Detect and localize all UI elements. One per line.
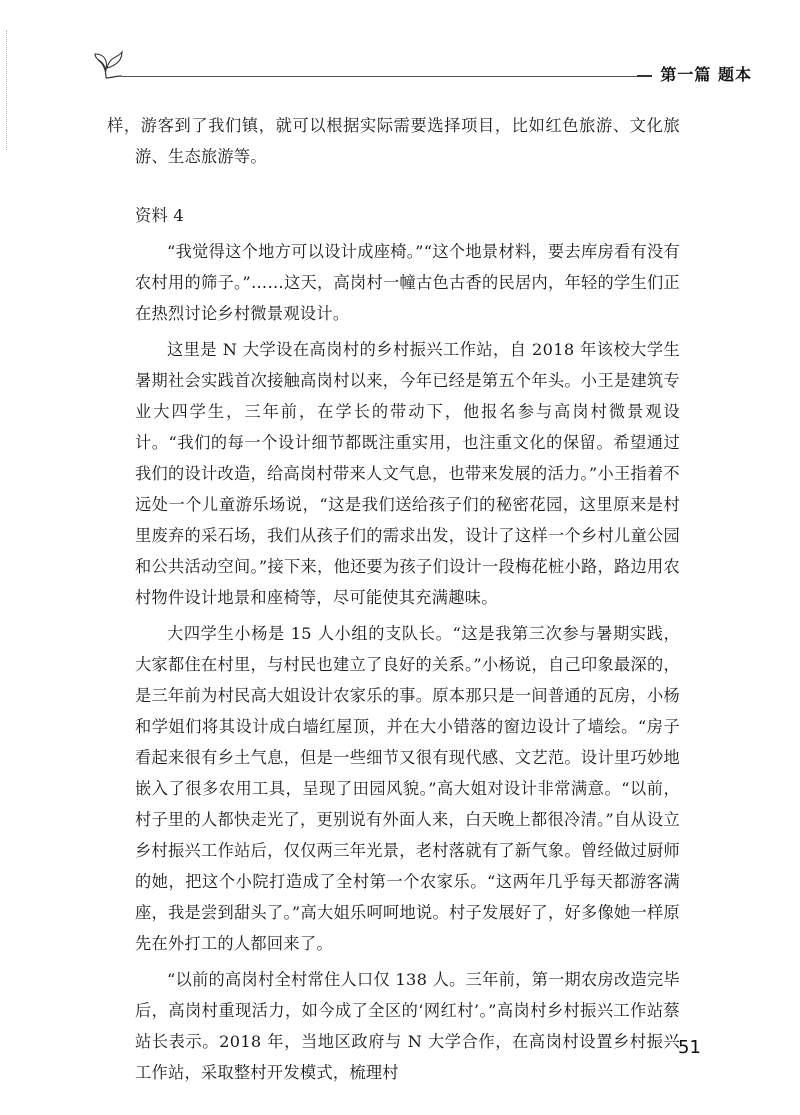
paragraph-2: 这里是 N 大学设在高岗村的乡村振兴工作站，自 2018 年该校大学生暑期社会实践首次接触高岗村以来，今年已经是第五个年头。小王是建筑专业大四学生，三年前，在学长的带动下，他报名参与高岗村微景观设计。“我们的每一个设计细节都既注重实用，也注重文化的保留。希望通过我们的设计改造，给高岗村带来人文气息，也带来发展的活力。”小王指着不远处一个儿童游乐场说，“这是我们送给孩子们的秘密花园，这里原来是村里废弃的采石场，我们从孩子们的需求出发，设计了这样一个乡村儿童公园和公共活动空间。”接下来，他还要为孩子们设计一段梅花桩小路，路边用农村物件设计地景和座椅等，尽可能使其充满趣味。 (135, 340, 680, 607)
paragraph-4: “以前的高岗村全村常住人口仅 138 人。三年前，第一期农房改造完毕后，高岗村重现活力，如今成了全区的‘网红村’。”高岗村乡村振兴工作站蔡站长表示。2018 年，当地区政府与 N 大学合作，在高岗村设置乡村振兴工作站，采取整村开发模式，梳理村 (135, 970, 680, 1082)
paragraph-3: 大四学生小杨是 15 人小组的支队长。“这是我第三次参与暑期实践，大家都住在村里，与村民也建立了良好的关系。”小杨说，自己印象最深的，是三年前为村民高大姐设计农家乐的事。原本那只是一间普通的瓦房，小杨和学姐们将其设计成白墙红屋顶，并在大小错落的窗边设计了墙绘。“房子看起来很有乡土气息，但是一些细节又很有现代感、文艺范。设计里巧妙地嵌入了很多农用工具，呈现了田园风貌。”高大姐对设计非常满意。“以前，村子里的人都快走光了，更别说有外面人来，白天晚上都很冷清。”自从设立乡村振兴工作站后，仅仅两三年光景，老村落就有了新气象。曾经做过厨师的她，把这个小院打造成了全村第一个农家乐。“这两年几乎每天都游客满座，我是尝到甜头了。”高大姐乐呵呵地说。村子发展好了，好多像她一样原先在外打工的人都回来了。 (135, 624, 680, 953)
continuation-paragraph: 样，游客到了我们镇，就可以根据实际需要选择项目，比如红色旅游、文化旅游、生态旅游等。 (107, 116, 680, 166)
page-header (92, 48, 752, 88)
paragraph-1: “我觉得这个地方可以设计成座椅。”“这个地景材料，要去库房看有没有农村用的筛子。”……这天，高岗村一幢古色古香的民居内，年轻的学生们正在热烈讨论乡村微景观设计。 (135, 242, 680, 323)
sprout-leaf-icon (92, 48, 128, 84)
header-rule-accent (637, 75, 652, 77)
page-number: 51 (678, 1037, 701, 1058)
binding-gutter (6, 30, 9, 150)
section-title: 第一篇 题本 (660, 65, 752, 84)
document-body (107, 110, 680, 1088)
header-rule (122, 76, 642, 77)
material-label: 资料 4 (135, 206, 185, 225)
